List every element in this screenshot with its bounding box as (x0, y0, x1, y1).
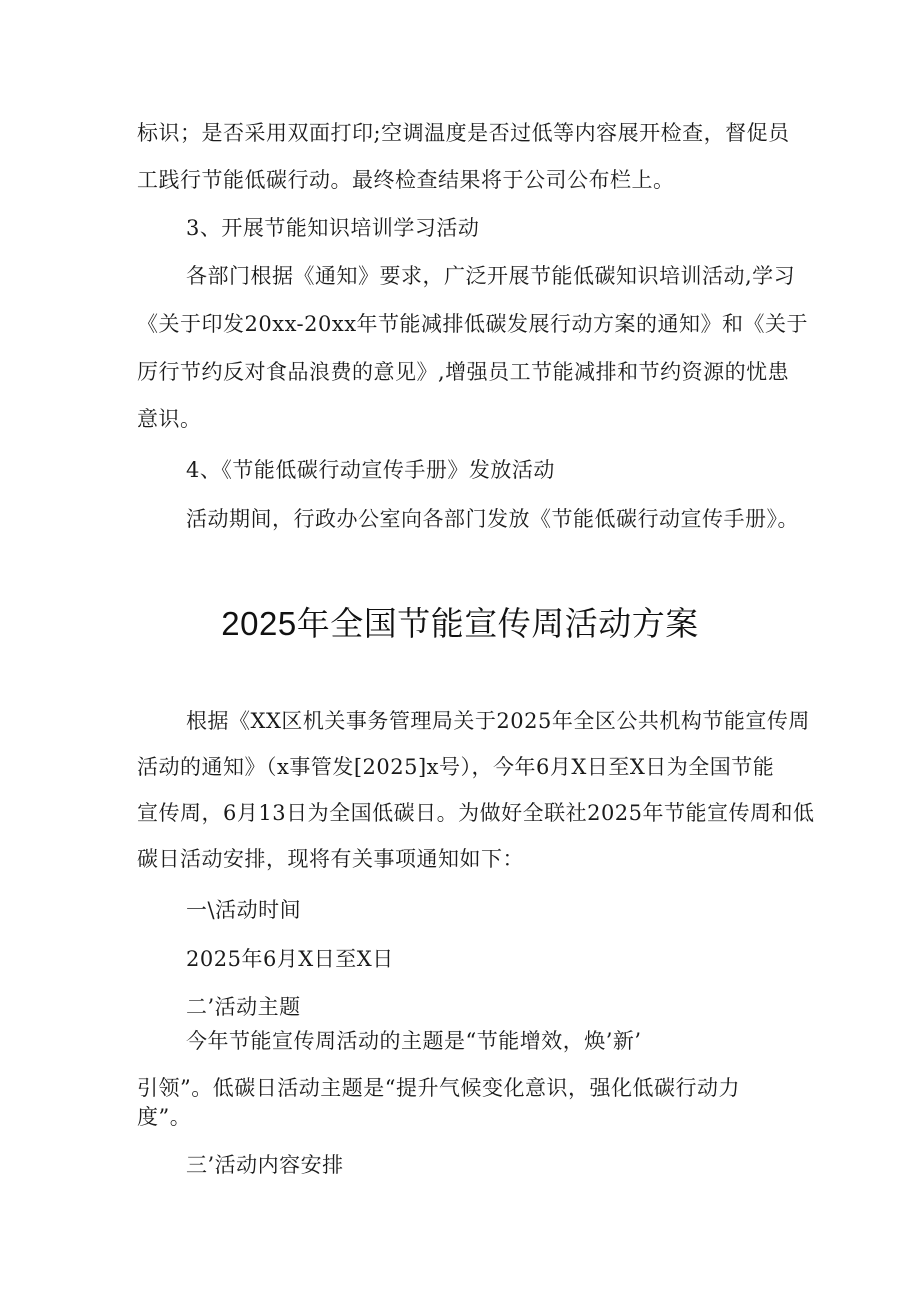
body-text-line: 各部门根据《通知》要求，广泛开展节能低碳知识培训活动,学习 (186, 264, 796, 288)
body-text-line: 2025年6月X日至X日 (186, 947, 394, 971)
document-title: 2025年全国节能宣传周活动方案 (221, 605, 699, 642)
body-text-line: 活动期间，行政办公室向各部门发放《节能低碳行动宣传手册》。 (186, 507, 799, 531)
body-text-line: 度”。 (137, 1105, 192, 1129)
body-text-line: 今年节能宣传周活动的主题是“节能增效，焕’新’ (186, 1029, 642, 1053)
body-text-line: 厉行节约反对食品浪费的意见》,增强员工节能减排和节约资源的忧患 (137, 360, 790, 384)
section-heading: 一\活动时间 (186, 898, 302, 922)
body-text-line: 《关于印发20xx-20xx年节能减排低碳发展行动方案的通知》和《关于 (137, 312, 809, 336)
body-text-line: 意识。 (137, 407, 202, 431)
body-text-line: 根据《XX区机关事务管理局关于2025年全区公共机构节能宣传周 (186, 709, 810, 733)
section-heading: 3、开展节能知识培训学习活动 (186, 216, 480, 240)
section-heading: 二’活动主题 (186, 995, 301, 1019)
body-text-line: 工践行节能低碳行动。最终检查结果将于公司公布栏上。 (137, 168, 675, 192)
body-text-line: 活动的通知》（x事管发[2025]x号），今年6月X日至X日为全国节能 (137, 755, 775, 779)
body-text-line: 引领”。低碳日活动主题是“提升气候变化意识，强化低碳行动力 (137, 1076, 740, 1100)
section-heading: 三’活动内容安排 (186, 1153, 344, 1177)
section-heading: 4、《节能低碳行动宣传手册》发放活动 (186, 458, 555, 482)
body-text-line: 碳日活动安排，现将有关事项通知如下： (137, 847, 524, 871)
body-text-line: 宣传周，6月13日为全国低碳日。为做好全联社2025年节能宣传周和低 (137, 801, 815, 825)
body-text-line: 标识；是否采用双面打印;空调温度是否过低等内容展开检查，督促员 (137, 121, 790, 145)
